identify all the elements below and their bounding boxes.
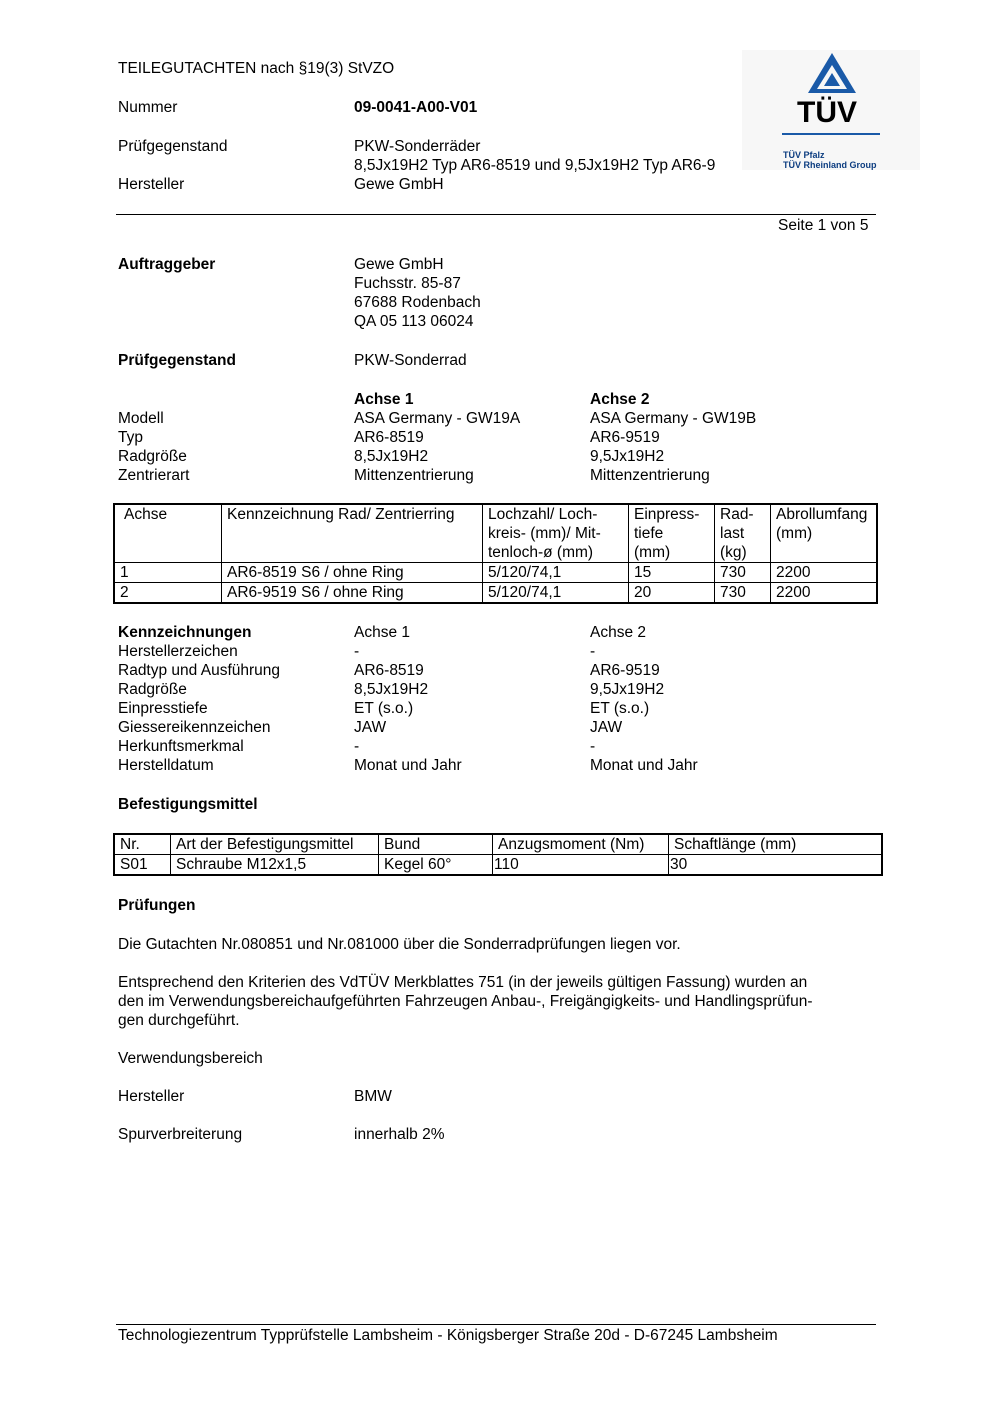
header-bund: Bund — [379, 834, 493, 855]
header-lochzahl-line: tenloch-ø (mm) — [488, 544, 594, 561]
kennz-achse1-heading: Achse 1 — [354, 624, 411, 641]
header-kennzeichnung: Kennzeichnung Rad/ Zentrierring — [222, 504, 483, 563]
cell-achse: 1 — [114, 563, 222, 583]
spec-achse2: Mittenzentrierung — [590, 467, 710, 484]
pruefgegenstand-label: Prüfgegenstand — [118, 138, 228, 155]
tuev-logo-line1: TÜV Pfalz — [783, 150, 825, 160]
kennz-label: Herstelldatum — [118, 757, 214, 774]
auftraggeber-line: Gewe GmbH — [354, 256, 444, 273]
kennz-achse1: 8,5Jx19H2 — [354, 681, 429, 698]
tuev-triangle-icon — [806, 51, 858, 95]
spec-achse2: ASA Germany - GW19B — [590, 410, 757, 427]
tuev-logo-line2: TÜV Rheinland Group — [783, 160, 877, 170]
header-achse: Achse — [114, 504, 222, 563]
nummer-value: 09-0041-A00-V01 — [354, 99, 478, 116]
spec-achse1: AR6-8519 — [354, 429, 424, 446]
cell-abrollumfang: 2200 — [771, 583, 878, 604]
spec-achse1: 8,5Jx19H2 — [354, 448, 429, 465]
pruefgegenstand-detail: 8,5Jx19H2 Typ AR6-8519 und 9,5Jx19H2 Typ AR6-9 — [354, 157, 716, 174]
pruefungen-paragraph-line: den im Verwendungsbereichaufgeführten Fahrzeugen Anbau-, Freigängigkeits- und Handlingsprüfun- — [118, 993, 813, 1010]
header-abrollumfang — [771, 504, 878, 563]
cell-einpresstiefe: 20 — [629, 583, 715, 604]
kennz-label: Radgröße — [118, 681, 187, 698]
pruefungen-paragraph-line: Entsprechend den Kriterien des VdTÜV Merkblattes 751 (in der jeweils gültigen Fassung) wurden an — [118, 974, 808, 991]
kennz-achse2-heading: Achse 2 — [590, 624, 647, 641]
table-row — [114, 583, 877, 604]
spurverbreiterung-value: innerhalb 2% — [354, 1126, 445, 1143]
pruefungen-paragraph-line: gen durchgeführt. — [118, 1012, 240, 1029]
header-einpresstiefe-line: tiefe — [634, 525, 664, 542]
table-header-row — [114, 504, 877, 563]
kennz-achse2: - — [590, 738, 596, 755]
auftraggeber-line: Fuchsstr. 85-87 — [354, 275, 461, 292]
auftraggeber-label: Auftraggeber — [118, 256, 216, 273]
achse2-heading: Achse 2 — [590, 391, 650, 408]
nummer-label: Nummer — [118, 99, 178, 116]
achse1-heading: Achse 1 — [354, 391, 414, 408]
tuev-logo-text: TÜV — [797, 96, 857, 129]
header-einpresstiefe-line: (mm) — [634, 544, 671, 561]
page-info: Seite 1 von 5 — [778, 217, 869, 234]
pruefgegenstand-section-label: Prüfgegenstand — [118, 352, 236, 369]
cell-radlast: 730 — [715, 563, 771, 583]
header-lochzahl-line: Lochzahl/ Loch- — [488, 506, 598, 523]
pruefgegenstand-value: PKW-Sonderräder — [354, 138, 481, 155]
cell-lochzahl: 5/120/74,1 — [483, 583, 629, 604]
footer-divider — [116, 1324, 876, 1325]
fastener-table — [113, 833, 883, 876]
cell-anzugsmoment: 110 — [493, 855, 669, 876]
spec-label: Modell — [118, 410, 164, 427]
header-radlast-line: Rad- — [720, 506, 754, 523]
cell-lochzahl: 5/120/74,1 — [483, 563, 629, 583]
spec-label: Radgröße — [118, 448, 187, 465]
cell-abrollumfang: 2200 — [771, 563, 878, 583]
cell-einpresstiefe: 15 — [629, 563, 715, 583]
header-einpresstiefe — [629, 504, 715, 563]
kennz-achse1: Monat und Jahr — [354, 757, 462, 774]
cell-achse: 2 — [114, 583, 222, 604]
cell-radlast: 730 — [715, 583, 771, 604]
kennz-achse2: 9,5Jx19H2 — [590, 681, 665, 698]
header-abrollumfang-line: (mm) — [776, 525, 813, 542]
kennz-achse2: ET (s.o.) — [590, 700, 650, 717]
header-lochzahl-line: kreis- (mm)/ Mit- — [488, 525, 601, 542]
spec-label: Zentrierart — [118, 467, 190, 484]
table-header-row — [114, 834, 882, 855]
spec-achse1: ASA Germany - GW19A — [354, 410, 521, 427]
cell-bund: Kegel 60° — [379, 855, 493, 876]
header-nr: Nr. — [114, 834, 171, 855]
header-einpresstiefe-line: Einpress- — [634, 506, 700, 523]
header-art: Art der Befestigungsmittel — [171, 834, 379, 855]
spurverbreiterung-label: Spurverbreiterung — [118, 1126, 243, 1143]
cell-kennzeichnung: AR6-8519 S6 / ohne Ring — [222, 563, 483, 583]
table-row — [114, 563, 877, 583]
cell-art: Schraube M12x1,5 — [171, 855, 379, 876]
header-schaftlaenge: Schaftlänge (mm) — [669, 834, 883, 855]
hersteller-value: Gewe GmbH — [354, 176, 444, 193]
header-lochzahl — [483, 504, 629, 563]
auftraggeber-line: 67688 Rodenbach — [354, 294, 481, 311]
verwendung-hersteller-value: BMW — [354, 1088, 392, 1105]
pruefgegenstand-section-value: PKW-Sonderrad — [354, 352, 467, 369]
kennz-achse1: JAW — [354, 719, 387, 736]
spec-achse1: Mittenzentrierung — [354, 467, 474, 484]
spec-achse2: 9,5Jx19H2 — [590, 448, 665, 465]
kennz-label: Herkunftsmerkmal — [118, 738, 244, 755]
kennzeichnungen-label: Kennzeichnungen — [118, 624, 252, 641]
verwendung-hersteller-label: Hersteller — [118, 1088, 185, 1105]
pruefungen-paragraph: Die Gutachten Nr.080851 und Nr.081000 über die Sonderradprüfungen liegen vor. — [118, 936, 681, 953]
verwendungsbereich-label: Verwendungsbereich — [118, 1050, 263, 1067]
footer-address: Technologiezentrum Typprüfstelle Lambsheim - Königsberger Straße 20d - D-67245 Lambsheim — [118, 1327, 778, 1344]
header-anzugsmoment: Anzugsmoment (Nm) — [493, 834, 669, 855]
document-title: TEILEGUTACHTEN nach §19(3) StVZO — [118, 60, 395, 77]
header-radlast-line: last — [720, 525, 745, 542]
header-radlast-line: (kg) — [720, 544, 747, 561]
hersteller-label: Hersteller — [118, 176, 185, 193]
cell-nr: S01 — [114, 855, 171, 876]
spec-achse2: AR6-9519 — [590, 429, 660, 446]
kennz-achse2: - — [590, 643, 596, 660]
kennz-achse2: JAW — [590, 719, 623, 736]
kennz-achse2: Monat und Jahr — [590, 757, 698, 774]
cell-kennzeichnung: AR6-9519 S6 / ohne Ring — [222, 583, 483, 604]
spec-label: Typ — [118, 429, 143, 446]
pruefungen-label: Prüfungen — [118, 897, 196, 914]
header-radlast — [715, 504, 771, 563]
table-row — [114, 855, 882, 876]
kennz-achse1: - — [354, 738, 360, 755]
kennz-achse1: AR6-8519 — [354, 662, 424, 679]
cell-schaftlaenge: 30 — [669, 855, 883, 876]
tuev-logo-underline — [782, 133, 880, 135]
wheel-spec-table — [113, 503, 878, 604]
kennz-label: Herstellerzeichen — [118, 643, 238, 660]
kennz-label: Radtyp und Ausführung — [118, 662, 281, 679]
kennz-achse1: ET (s.o.) — [354, 700, 414, 717]
kennz-achse1: - — [354, 643, 360, 660]
header-abrollumfang-line: Abrollumfang — [776, 506, 868, 523]
kennz-achse2: AR6-9519 — [590, 662, 660, 679]
befestigungsmittel-label: Befestigungsmittel — [118, 796, 258, 813]
kennz-label: Giessereikennzeichen — [118, 719, 271, 736]
kennz-label: Einpresstiefe — [118, 700, 208, 717]
header-divider — [116, 214, 876, 215]
auftraggeber-line: QA 05 113 06024 — [354, 313, 474, 330]
